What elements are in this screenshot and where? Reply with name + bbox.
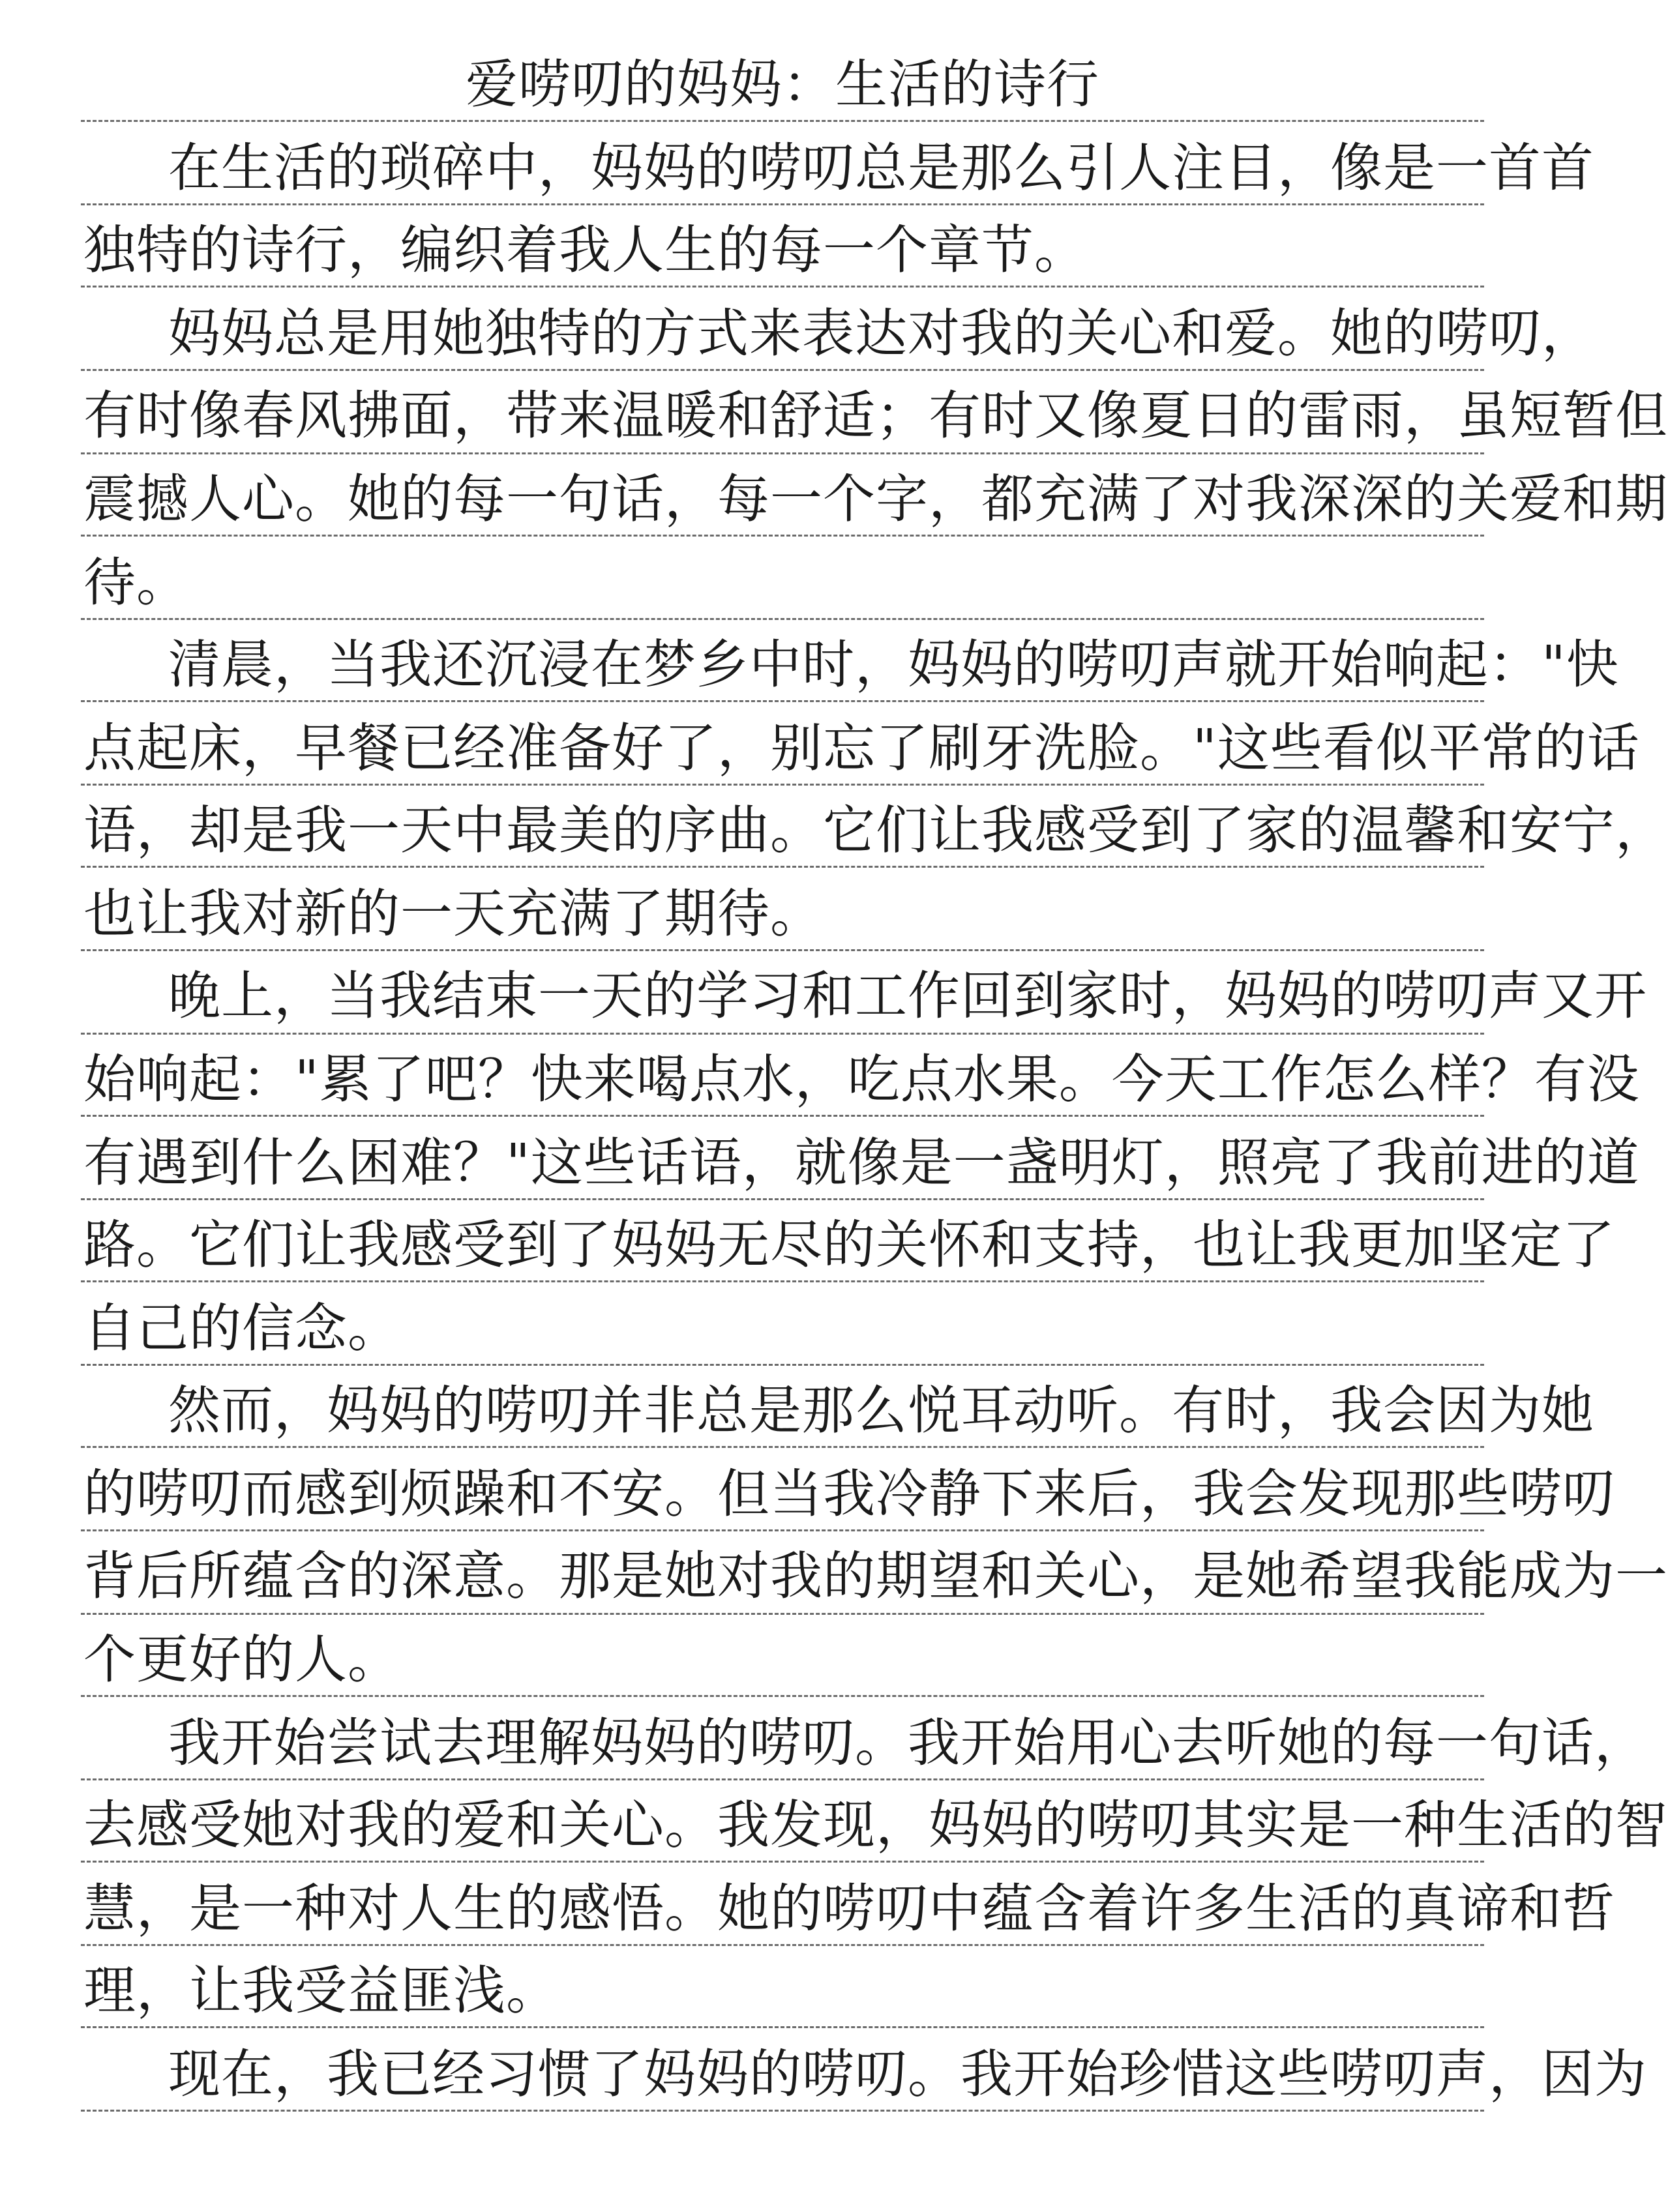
ruled-line	[81, 618, 1484, 620]
ruled-line	[81, 1695, 1484, 1697]
ruled-line	[81, 1198, 1484, 1200]
ruled-line	[81, 120, 1484, 122]
ruled-line	[81, 203, 1484, 205]
ruled-line	[81, 1364, 1484, 1366]
ruled-line	[81, 1033, 1484, 1035]
text-line: 独特的诗行，编织着我人生的每一个章节。	[83, 220, 1087, 280]
text-line: 慧，是一种对人生的感悟。她的唠叨中蕴含着许多生活的真谛和哲	[83, 1878, 1615, 1939]
text-line: 点起床，早餐已经准备好了，别忘了刷牙洗脸。"这些看似平常的话	[83, 718, 1640, 778]
ruled-line	[81, 452, 1484, 454]
ruled-line	[81, 535, 1484, 537]
essay-title: 爱唠叨的妈妈：生活的诗行	[466, 54, 1099, 115]
ruled-line	[81, 286, 1484, 288]
text-line: 有时像春风拂面，带来温暖和舒适；有时又像夏日的雷雨，虽短暂但	[83, 385, 1668, 446]
ruled-line	[81, 1529, 1484, 1531]
ruled-line	[81, 784, 1484, 786]
text-line: 待。	[83, 552, 189, 613]
text-line: 个更好的人。	[83, 1629, 400, 1690]
text-line: 现在，我已经习惯了妈妈的唠叨。我开始珍惜这些唠叨声，因为	[168, 2044, 1647, 2104]
text-line: 在生活的琐碎中，妈妈的唠叨总是那么引人注目，像是一首首	[168, 138, 1594, 198]
text-line: 然而，妈妈的唠叨并非总是那么悦耳动听。有时，我会因为她	[168, 1380, 1594, 1441]
text-line: 震撼人心。她的每一句话，每一个字，都充满了对我深深的关爱和期	[83, 469, 1668, 529]
text-line: 清晨，当我还沉浸在梦乡中时，妈妈的唠叨声就开始响起："快	[168, 634, 1619, 695]
text-line: 始响起："累了吧？快来喝点水，吃点水果。今天工作怎么样？有没	[83, 1049, 1640, 1110]
text-line: 路。它们让我感受到了妈妈无尽的关怀和支持，也让我更加坚定了	[83, 1215, 1615, 1275]
ruled-line	[81, 1944, 1484, 1946]
text-line: 理，让我受益匪浅。	[83, 1960, 559, 2021]
ruled-line	[81, 2026, 1484, 2028]
text-line: 有遇到什么困难？"这些话语，就像是一盏明灯，照亮了我前进的道	[83, 1132, 1640, 1193]
text-line: 语，却是我一天中最美的序曲。它们让我感受到了家的温馨和安宁，	[83, 800, 1668, 861]
ruled-line	[81, 1861, 1484, 1863]
ruled-line	[81, 369, 1484, 371]
text-line: 自己的信念。	[83, 1298, 400, 1359]
ruled-line	[81, 700, 1484, 702]
ruled-line	[81, 1613, 1484, 1615]
text-line: 的唠叨而感到烦躁和不安。但当我冷静下来后，我会发现那些唠叨	[83, 1464, 1615, 1524]
ruled-line	[81, 1280, 1484, 1282]
ruled-line	[81, 1446, 1484, 1448]
text-line: 晚上，当我结束一天的学习和工作回到家时，妈妈的唠叨声又开	[168, 966, 1647, 1026]
ruled-line	[81, 1115, 1484, 1117]
ruled-line	[81, 2110, 1484, 2112]
text-line: 去感受她对我的爱和关心。我发现，妈妈的唠叨其实是一种生活的智	[83, 1795, 1668, 1855]
ruled-line	[81, 866, 1484, 868]
ruled-line	[81, 949, 1484, 951]
ruled-line	[81, 1778, 1484, 1780]
text-line: 背后所蕴含的深意。那是她对我的期望和关心，是她希望我能成为一	[83, 1546, 1668, 1606]
text-line: 妈妈总是用她独特的方式来表达对我的关心和爱。她的唠叨，	[168, 303, 1594, 364]
text-line: 也让我对新的一天充满了期待。	[83, 883, 823, 944]
text-line: 我开始尝试去理解妈妈的唠叨。我开始用心去听她的每一句话，	[168, 1713, 1647, 1773]
